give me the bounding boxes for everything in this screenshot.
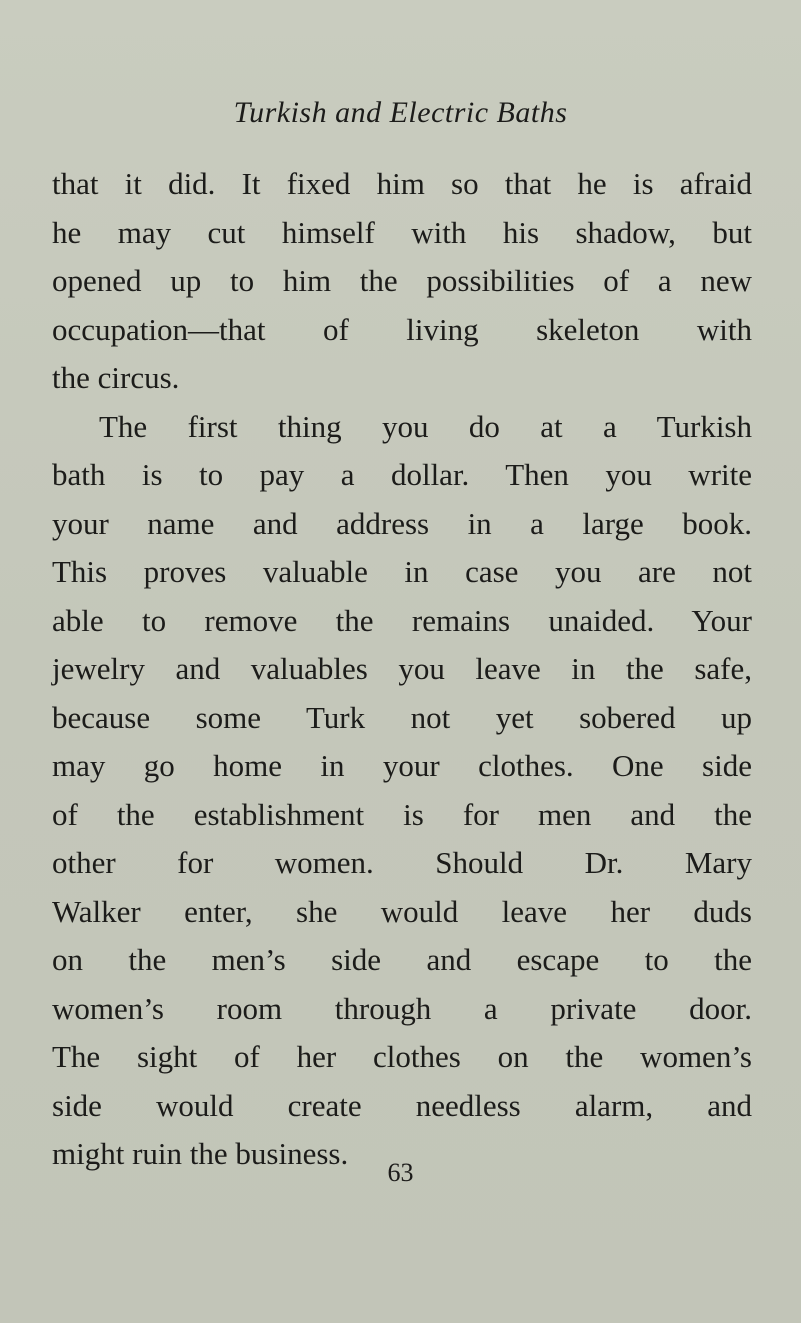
text-line: your name and address in a large book. — [52, 505, 752, 541]
text-line: women’s room through a private door. — [52, 990, 752, 1026]
page-number: 63 — [387, 1158, 414, 1187]
text-line: other for women. Should Dr. Mary — [52, 845, 752, 880]
text-line: side would create needless alarm, and — [52, 1087, 752, 1123]
text-line: Walker enter, she would leave her duds — [52, 893, 752, 929]
text-line: The first thing you do at a Turkish — [99, 408, 752, 444]
text-line: that it did. It fixed him so that he is afraid — [52, 166, 752, 201]
text-line: he may cut himself with his shadow, but — [52, 214, 752, 250]
text-line: occupation—that of living skeleton with — [52, 311, 752, 347]
text-line: the circus. — [52, 360, 180, 395]
text-line: may go home in your clothes. One side — [52, 748, 752, 783]
text-line: bath is to pay a dollar. Then you write — [52, 457, 752, 492]
running-head: Turkish and Electric Baths — [233, 96, 568, 129]
text-line: opened up to him the possibilities of a new — [52, 263, 752, 298]
text-line: The sight of her clothes on the women’s — [52, 1039, 752, 1074]
text-line: jewelry and valuables you leave in the safe, — [52, 651, 752, 686]
text-line: might ruin the business. — [52, 1136, 349, 1171]
body-text — [52, 160, 752, 1179]
text-line: on the men’s side and escape to the — [52, 942, 752, 977]
text-line: able to remove the remains unaided. Your — [52, 602, 752, 638]
text-line: of the establishment is for men and the — [52, 796, 752, 832]
text-line: This proves valuable in case you are not — [52, 554, 752, 589]
text-line: because some Turk not yet sobered up — [52, 699, 752, 735]
